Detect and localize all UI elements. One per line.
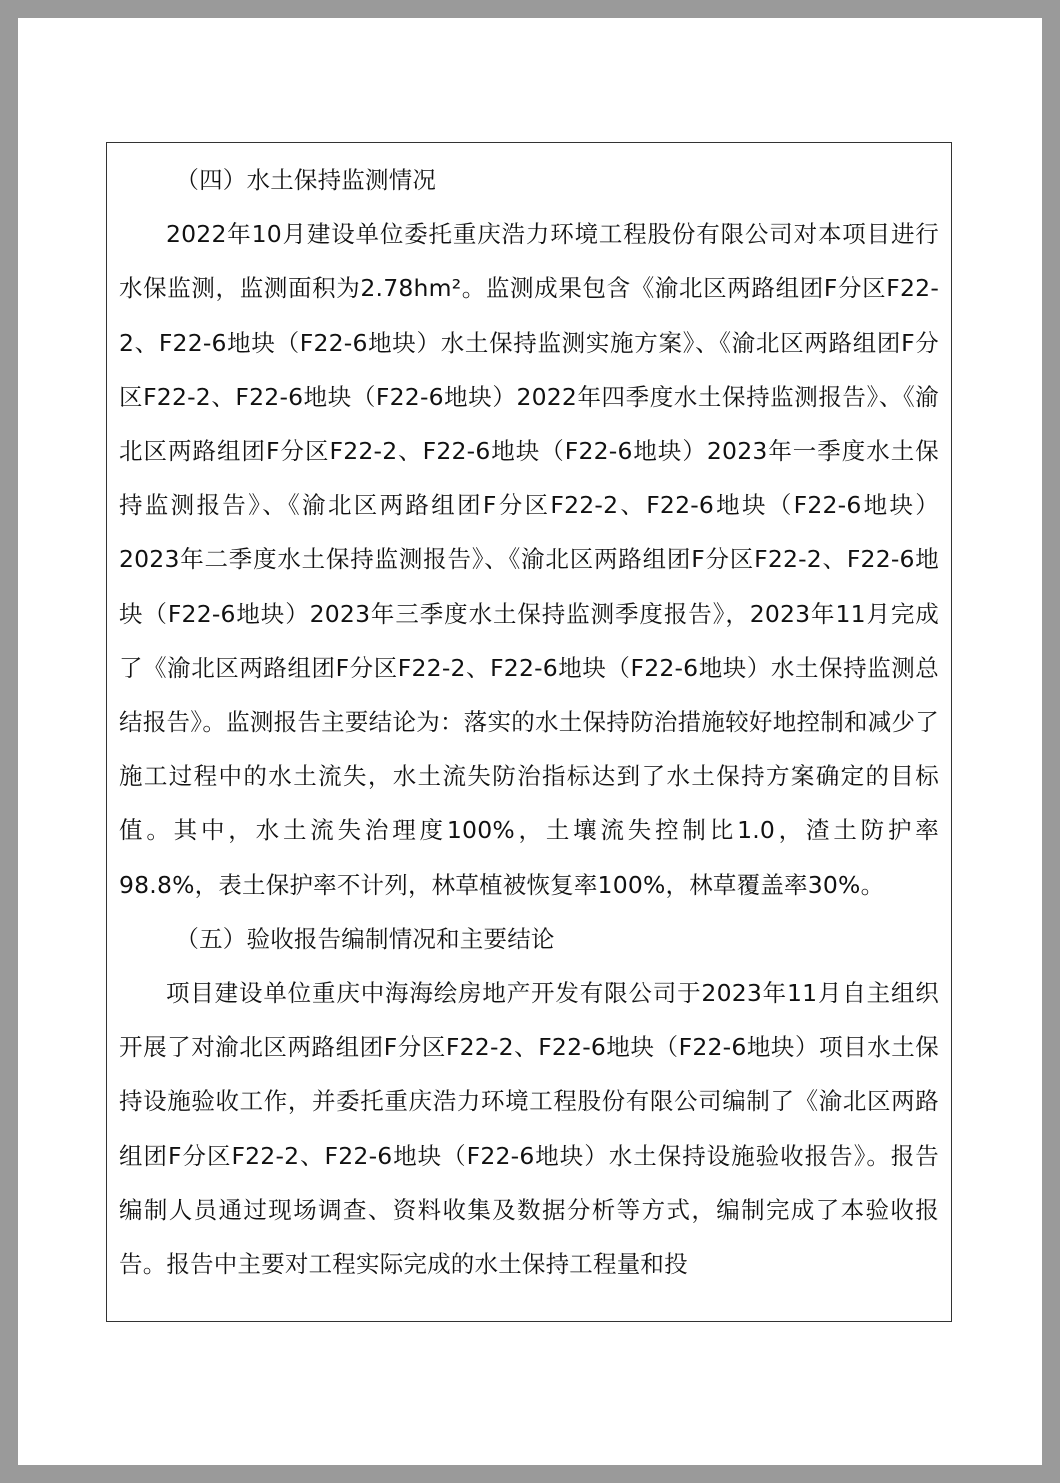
document-page (18, 18, 1042, 1465)
section-heading-acceptance-report: （五）验收报告编制情况和主要结论 (175, 924, 555, 953)
section-body-monitoring: 2022年10月建设单位委托重庆浩力环境工程股份有限公司对本项目进行水保监测，监测面积为2.78hm²。监测成果包含《渝北区两路组团F分区F22-2、F22-6地块（F22-6地块）水土保持监测实施方案》、《渝北区两路组团F分区F22-2、F22-6地块（F22-6地块）2022年四季度水土保持监测报告》、《渝北区两路组团F分区F22-2、F22-6地块（F22-6地块）2023年一季度水土保持监测报告》、《渝北区两路组团F分区F22-2、F22-6地块（F22-6地块）2023年二季度水土保持监测报告》、《渝北区两路组团F分区F22-2、F22-6地块（F22-6地块）2023年三季度水土保持监测季度报告》，2023年11月完成了《渝北区两路组团F分区F22-2、F22-6地块（F22-6地块）水土保持监测总结报告》。监测报告主要结论为：落实的水土保持防治措施较好地控制和减少了施工过程中的水土流失，水土流失防治指标达到了水土保持方案确定的目标值。其中，水土流失治理度100%，土壤流失控制比1.0，渣土防护率98.8%，表土保护率不计列，林草植被恢复率100%，林草覆盖率30%。 (119, 220, 939, 899)
bordered-text-frame (106, 142, 952, 1322)
section-heading-monitoring: （四）水土保持监测情况 (175, 166, 437, 194)
section-body-acceptance-report: 项目建设单位重庆中海海绘房地产开发有限公司于2023年11月自主组织开展了对渝北区两路组团F分区F22-2、F22-6地块（F22-6地块）项目水土保持设施验收工作，并委托重庆浩力环境工程股份有限公司编制了《渝北区两路组团F分区F22-2、F22-6地块（F22-6地块）水土保持设施验收报告》。报告编制人员通过现场调查、资料收集及数据分析等方式，编制完成了本验收报告。报告中主要对工程实际完成的水土保持工程量和投 (119, 979, 939, 1279)
